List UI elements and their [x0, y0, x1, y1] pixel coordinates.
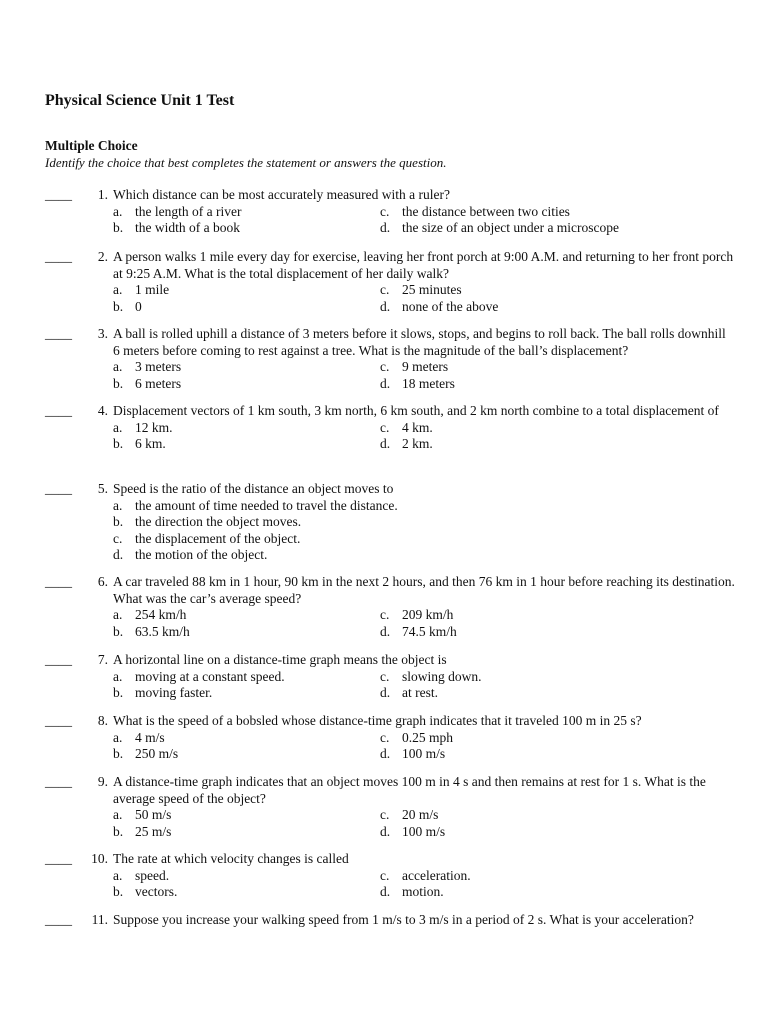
choice-letter: a.	[113, 282, 123, 297]
choice-letter: c.	[380, 807, 390, 822]
choice-letter: b.	[113, 514, 124, 529]
choice-letter: b.	[113, 436, 124, 451]
choice-letter: a.	[113, 203, 123, 219]
answer-choice	[113, 531, 673, 548]
choice-text: the distance between two cities	[402, 203, 570, 219]
choice-text: 209 km/h	[402, 607, 454, 622]
choice-letter: c.	[380, 203, 390, 219]
answer-choice	[113, 669, 380, 686]
choice-text: 0	[135, 298, 142, 314]
choice-text: the direction the object moves.	[135, 514, 302, 529]
question-text: A horizontal line on a distance-time graph means the object is	[113, 652, 447, 667]
choice-letter: c.	[380, 668, 390, 684]
choice-letter: a.	[113, 419, 123, 435]
question-item	[45, 574, 735, 640]
answer-choice	[113, 436, 380, 453]
question-text: A ball is rolled uphill a distance of 3 meters before it slows, stops, and begins to roll back. The ball rolls downhill 6 meters before coming to rest against a tree. What is the magnitude of the ball’s displacement?	[113, 326, 726, 358]
answer-choice	[113, 807, 380, 824]
question-number: 5.	[97, 481, 108, 496]
question-text: Displacement vectors of 1 km south, 3 km north, 6 km south, and 2 km north combine to a total displacement of	[113, 403, 719, 418]
choice-letter: d.	[380, 685, 391, 700]
choice-text: the displacement of the object.	[135, 530, 301, 546]
choice-text: the length of a river	[135, 203, 242, 219]
choice-letter: a.	[113, 807, 123, 822]
choice-letter: d.	[380, 623, 391, 639]
answer-choice	[113, 220, 380, 237]
choice-text: 63.5 km/h	[135, 623, 190, 639]
choice-letter: a.	[113, 497, 123, 513]
answer-choice	[380, 624, 647, 641]
choice-letter: b.	[113, 623, 124, 639]
choice-text: 1 mile	[135, 282, 170, 297]
choice-letter: d.	[380, 436, 391, 451]
question-item	[45, 652, 735, 702]
choice-text: 6 km.	[135, 436, 166, 451]
question-item	[45, 403, 735, 453]
answer-choice	[113, 204, 380, 221]
question-item	[45, 481, 735, 564]
choice-list	[113, 204, 735, 237]
question-number: 8.	[97, 713, 108, 728]
answer-choice	[380, 359, 647, 376]
answer-blank[interactable]: ____	[45, 249, 72, 264]
answer-choice	[113, 868, 380, 885]
answer-blank[interactable]: ____	[45, 481, 72, 496]
choice-text: 3 meters	[135, 359, 182, 374]
answer-choice	[380, 669, 647, 686]
question-text: A car traveled 88 km in 1 hour, 90 km in the next 2 hours, and then 76 km in 1 hour before reaching its destination. What was the car’s average speed?	[113, 574, 735, 606]
choice-letter: c.	[380, 729, 390, 745]
choice-text: acceleration.	[402, 867, 471, 883]
answer-choice	[113, 746, 380, 763]
answer-choice	[380, 204, 647, 221]
choice-letter: b.	[113, 685, 124, 700]
question-item	[45, 249, 735, 315]
choice-letter: b.	[113, 298, 124, 314]
choice-letter: c.	[380, 607, 390, 622]
choice-letter: d.	[380, 746, 391, 761]
answer-choice	[380, 685, 647, 702]
choice-text: the size of an object under a microscope	[402, 220, 620, 235]
answer-choice	[113, 282, 380, 299]
answer-blank[interactable]: ____	[45, 713, 72, 728]
choice-letter: b.	[113, 375, 124, 391]
answer-choice	[380, 824, 647, 841]
choice-text: 50 m/s	[135, 807, 172, 822]
answer-choice	[113, 420, 380, 437]
question-item	[45, 912, 735, 929]
answer-choice	[113, 514, 673, 531]
question-number: 4.	[97, 403, 108, 418]
question-number: 2.	[97, 249, 108, 264]
answer-choice	[113, 824, 380, 841]
page-title: Physical Science Unit 1 Test	[45, 92, 235, 109]
question-number: 3.	[97, 326, 108, 341]
choice-text: 0.25 mph	[402, 729, 454, 745]
question-number: 7.	[97, 652, 108, 667]
choice-text: slowing down.	[402, 668, 482, 684]
question-number: 11.	[91, 912, 108, 927]
answer-choice	[113, 884, 380, 901]
choice-list	[113, 807, 735, 840]
choice-text: speed.	[135, 867, 170, 883]
question-text: Suppose you increase your walking speed from 1 m/s to 3 m/s in a period of 2 s. What is your acceleration?	[113, 912, 694, 927]
choice-letter: d.	[380, 375, 391, 391]
answer-blank[interactable]: ____	[45, 851, 72, 866]
choice-text: 18 meters	[402, 375, 455, 391]
answer-choice	[380, 376, 647, 393]
answer-choice	[113, 299, 380, 316]
choice-text: 25 m/s	[135, 823, 172, 839]
question-item	[45, 774, 735, 840]
choice-text: 4 km.	[402, 419, 433, 435]
choice-list	[113, 359, 735, 392]
choice-letter: d.	[380, 298, 391, 314]
choice-letter: d.	[380, 220, 391, 235]
choice-letter: d.	[380, 823, 391, 839]
question-number: 9.	[97, 774, 108, 789]
choice-text: 2 km.	[402, 436, 433, 451]
answer-choice	[113, 498, 673, 515]
choice-text: 254 km/h	[135, 607, 187, 622]
choice-list	[113, 498, 735, 564]
answer-choice	[380, 807, 647, 824]
choice-text: 12 km.	[135, 419, 173, 435]
choice-text: 6 meters	[135, 375, 182, 391]
choice-text: 4 m/s	[135, 729, 165, 745]
answer-blank[interactable]: ____	[45, 187, 72, 202]
choice-letter: c.	[380, 867, 390, 883]
answer-choice	[380, 420, 647, 437]
choice-letter: b.	[113, 746, 124, 761]
answer-choice	[380, 282, 647, 299]
choice-letter: c.	[380, 359, 390, 374]
answer-choice	[380, 299, 647, 316]
section-heading: Multiple Choice	[45, 138, 138, 153]
answer-choice	[380, 868, 647, 885]
choice-letter: c.	[380, 419, 390, 435]
choice-text: at rest.	[402, 685, 438, 700]
choice-letter: c.	[380, 282, 390, 297]
question-item	[45, 851, 735, 901]
answer-choice	[380, 607, 647, 624]
choice-text: 250 m/s	[135, 746, 179, 761]
choice-letter: b.	[113, 823, 124, 839]
choice-list	[113, 669, 735, 702]
answer-choice	[113, 730, 380, 747]
answer-choice	[113, 607, 380, 624]
answer-blank[interactable]: ____	[45, 912, 72, 927]
answer-choice	[380, 884, 647, 901]
choice-letter: a.	[113, 668, 123, 684]
answer-blank[interactable]: ____	[45, 326, 72, 341]
choice-text: moving at a constant speed.	[135, 668, 285, 684]
question-text: Speed is the ratio of the distance an object moves to	[113, 481, 394, 496]
answer-choice	[113, 624, 380, 641]
answer-choice	[113, 547, 673, 564]
answer-blank[interactable]: ____	[45, 652, 72, 667]
choice-text: 100 m/s	[402, 823, 446, 839]
choice-text: 100 m/s	[402, 746, 446, 761]
answer-choice	[113, 376, 380, 393]
choice-text: moving faster.	[135, 685, 213, 700]
question-text: What is the speed of a bobsled whose distance-time graph indicates that it traveled 100 m in 25 s?	[113, 713, 642, 728]
choice-list	[113, 420, 735, 453]
question-item	[45, 713, 735, 763]
answer-choice	[380, 220, 647, 237]
choice-letter: a.	[113, 607, 123, 622]
choice-list	[113, 868, 735, 901]
question-item	[45, 187, 735, 237]
choice-text: motion.	[402, 884, 444, 899]
choice-letter: c.	[113, 530, 123, 546]
choice-text: 74.5 km/h	[402, 623, 457, 639]
choice-text: 20 m/s	[402, 807, 439, 822]
choice-letter: d.	[380, 884, 391, 899]
answer-blank[interactable]: ____	[45, 403, 72, 418]
choice-letter: b.	[113, 884, 124, 899]
choice-text: none of the above	[402, 298, 499, 314]
answer-choice	[380, 436, 647, 453]
question-text: Which distance can be most accurately measured with a ruler?	[113, 187, 450, 202]
choice-letter: a.	[113, 729, 123, 745]
choice-list	[113, 607, 735, 640]
choice-text: 9 meters	[402, 359, 449, 374]
choice-letter: a.	[113, 359, 123, 374]
answer-choice	[113, 359, 380, 376]
choice-list	[113, 282, 735, 315]
answer-blank[interactable]: ____	[45, 574, 72, 589]
answer-choice	[380, 730, 647, 747]
question-number: 10.	[91, 851, 108, 866]
question-number: 6.	[97, 574, 108, 589]
choice-letter: b.	[113, 220, 124, 235]
choice-text: the amount of time needed to travel the distance.	[135, 497, 398, 513]
choice-text: vectors.	[135, 884, 178, 899]
choice-letter: a.	[113, 867, 123, 883]
choice-list	[113, 730, 735, 763]
choice-text: the motion of the object.	[135, 547, 268, 562]
question-text: A distance-time graph indicates that an object moves 100 m in 4 s and then remains at rest for 1 s. What is the average speed of the object?	[113, 774, 706, 806]
question-text: A person walks 1 mile every day for exercise, leaving her front porch at 9:00 A.M. and returning to her front porch at 9:25 A.M. What is the total displacement of her daily walk?	[113, 249, 734, 281]
answer-blank[interactable]: ____	[45, 774, 72, 789]
answer-choice	[380, 746, 647, 763]
choice-letter: d.	[113, 547, 124, 562]
question-item	[45, 326, 735, 392]
answer-choice	[113, 685, 380, 702]
choice-text: 25 minutes	[402, 282, 462, 297]
question-number: 1.	[97, 187, 108, 202]
choice-text: the width of a book	[135, 220, 240, 235]
question-text: The rate at which velocity changes is called	[113, 851, 349, 866]
instructions: Identify the choice that best completes the statement or answers the question.	[45, 155, 447, 170]
